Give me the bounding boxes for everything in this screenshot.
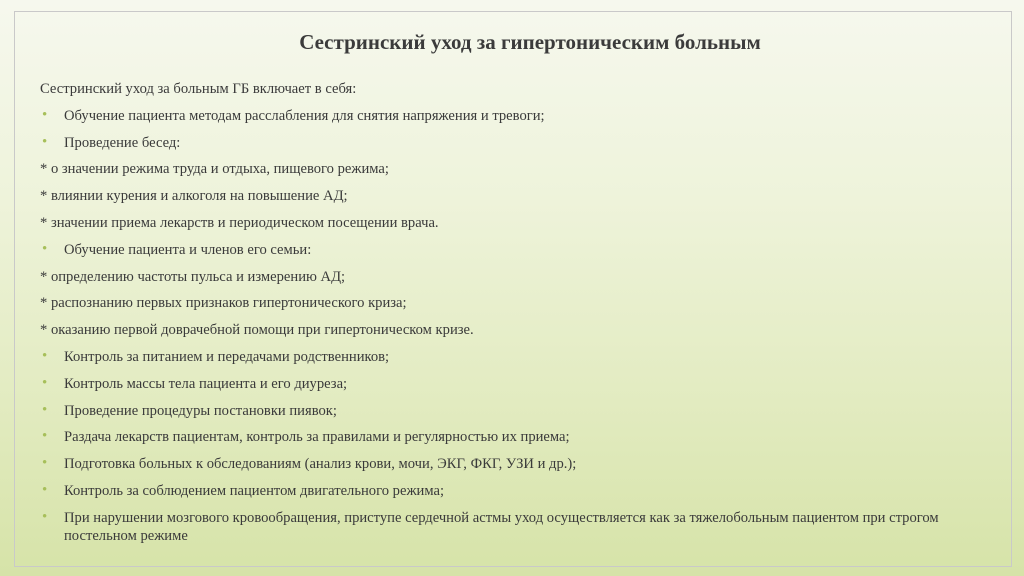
list-item — [40, 134, 990, 161]
list-item — [40, 375, 990, 402]
bullet-icon: • — [42, 508, 48, 525]
bullet-icon: • — [42, 240, 48, 257]
sub-item: * значении приема лекарств и периодическом посещении врача. — [40, 214, 439, 231]
list-item — [40, 348, 990, 375]
sub-item: * определению частоты пульса и измерению АД; — [40, 268, 346, 285]
sub-item: * распознанию первых признаков гипертонического криза; — [40, 295, 407, 312]
list-item-text: Проведение процедуры постановки пиявок; — [64, 402, 337, 419]
bullet-icon: • — [42, 455, 48, 472]
bullet-icon: • — [42, 374, 48, 391]
list-item — [40, 428, 990, 455]
list-item — [40, 402, 990, 429]
list-item — [40, 241, 990, 268]
list-item-text: При нарушении мозгового кровообращения, приступе сердечной астмы уход осуществляется как за тяжелобольным пациентом при строгом постельном режиме — [64, 509, 939, 544]
slide-body — [40, 80, 990, 545]
list-item-text: Контроль за соблюдением пациентом двигательного режима; — [64, 482, 445, 499]
list-item — [40, 107, 990, 134]
bullet-icon: • — [42, 347, 48, 364]
list-item-text: Проведение бесед: — [64, 134, 181, 151]
bullet-icon: • — [42, 428, 48, 445]
bullet-icon: • — [42, 106, 48, 123]
bullet-icon: • — [42, 481, 48, 498]
sub-item: * о значении режима труда и отдыха, пищевого режима; — [40, 161, 389, 178]
list-item-text: Подготовка больных к обследованиям (анализ крови, мочи, ЭКГ, ФКГ, УЗИ и др.); — [64, 456, 577, 473]
list-item-text: Обучение пациента методам расслабления для снятия напряжения и тревоги; — [64, 107, 545, 124]
list-item — [40, 509, 990, 545]
list-item-text: Обучение пациента и членов его семьи: — [64, 241, 312, 258]
sub-item: * влиянии курения и алкоголя на повышение АД; — [40, 188, 348, 205]
intro-text: Сестринский уход за больным ГБ включает в себя: — [40, 81, 357, 97]
sub-item: * оказанию первой доврачебной помощи при гипертоническом кризе. — [40, 322, 474, 339]
list-item-text: Контроль массы тела пациента и его диуреза; — [64, 375, 348, 392]
list-item — [40, 482, 990, 509]
slide-title: Сестринский уход за гипертоническим больным — [299, 30, 761, 54]
list-item — [40, 455, 990, 482]
list-item-text: Раздача лекарств пациентам, контроль за правилами и регулярностью их приема; — [64, 429, 570, 446]
bullet-icon: • — [42, 401, 48, 418]
list-item-text: Контроль за питанием и передачами родственников; — [64, 348, 390, 365]
bullet-icon: • — [42, 133, 48, 150]
